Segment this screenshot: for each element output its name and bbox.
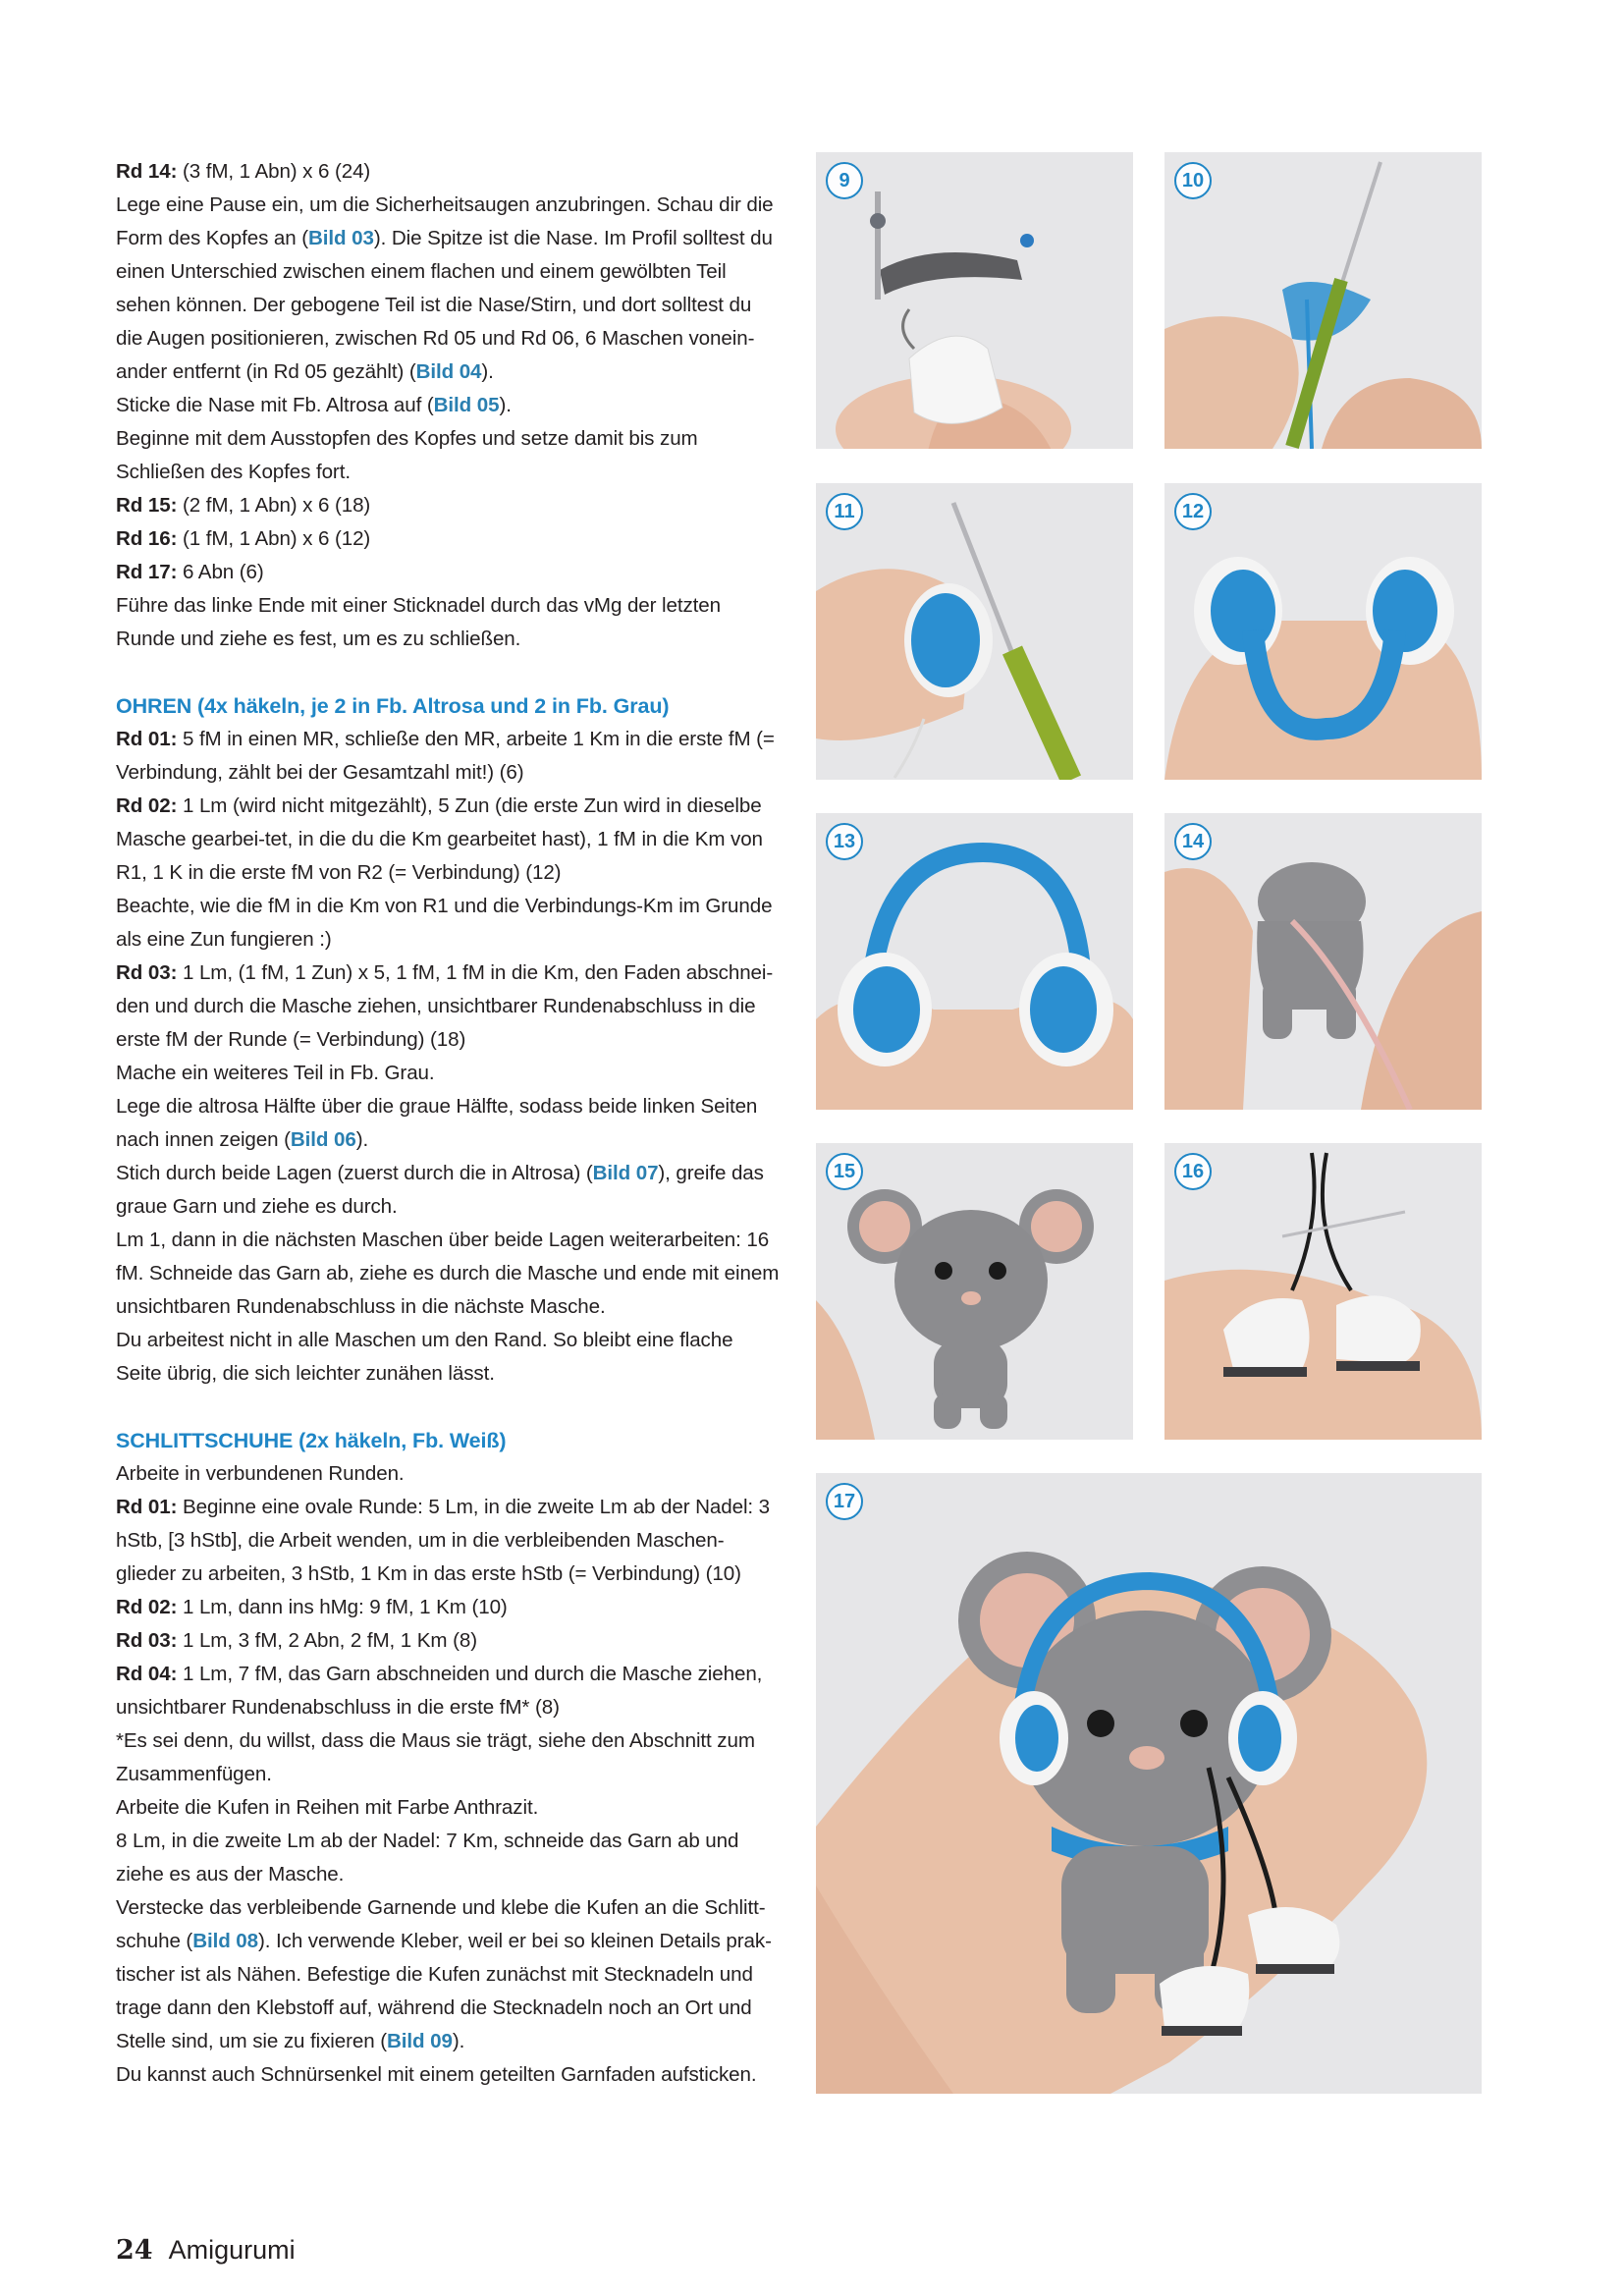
- paragraph: Rd 15: (2 fM, 1 Abn) x 6 (18): [116, 494, 371, 517]
- paragraph: Verstecke das verbleibende Garnende und klebe die Kufen an die Schlitt-schuhe (Bild 08). Ich verwende Kleber, weil er bei so kleinen Details prak-tischer ist als Nähen. Befestige die Kufen zunächst mit Stecknadeln und trage dann den Klebstoff auf, während die Stecknadeln noch an Ort und Stelle sind, um sie zu fixieren (Bild 09).: [116, 1896, 772, 2052]
- photo-9-illustration: [816, 152, 1133, 449]
- photo-number-badge: 10: [1174, 162, 1212, 199]
- photo-number-badge: 16: [1174, 1153, 1212, 1190]
- paragraph: Rd 17: 6 Abn (6): [116, 561, 264, 583]
- book-title: Amigurumi: [168, 2235, 296, 2265]
- paragraph: Beginne mit dem Ausstopfen des Kopfes und setze damit bis zum Schließen des Kopfes fort.: [116, 427, 698, 483]
- paragraph: Du arbeitest nicht in alle Maschen um den Rand. So bleibt eine flache Seite übrig, die sich leichter zunähen lässt.: [116, 1329, 733, 1385]
- photo-number-badge: 15: [826, 1153, 863, 1190]
- paragraph: Rd 16: (1 fM, 1 Abn) x 6 (12): [116, 527, 371, 550]
- photo-16: [1164, 1143, 1482, 1440]
- image-reference: Bild 08: [192, 1930, 259, 1952]
- paragraph: Rd 03: 1 Lm, (1 fM, 1 Zun) x 5, 1 fM, 1 fM in die Km, den Faden abschnei-den und durch die Masche ziehen, unsichtbarer Rundenabschluss in die erste fM der Runde (= Verbindung) (18): [116, 961, 774, 1051]
- photo-14: [1164, 813, 1482, 1110]
- image-reference: Bild 03: [308, 227, 374, 249]
- photo-17-illustration: [816, 1473, 1482, 2094]
- photo-12: [1164, 483, 1482, 780]
- paragraph: *Es sei denn, du willst, dass die Maus sie trägt, siehe den Abschnitt zum Zusammenfügen.: [116, 1729, 755, 1785]
- paragraph: Führe das linke Ende mit einer Sticknadel durch das vMg der letzten Runde und ziehe es fest, um es zu schließen.: [116, 594, 722, 650]
- photo-10-illustration: [1164, 152, 1482, 449]
- section-title-schlittschuhe: SCHLITTSCHUHE (2x häkeln, Fb. Weiß): [116, 1429, 507, 1452]
- photo-13-illustration: [816, 813, 1133, 1110]
- photo-number-badge: 17: [826, 1483, 863, 1520]
- paragraph: Lege eine Pause ein, um die Sicherheitsaugen anzubringen. Schau dir die Form des Kopfes an (Bild 03). Die Spitze ist die Nase. Im Profil solltest du einen Unterschied zwischen einem flachen und einem gewölbten Teil sehen können. Der gebogene Teil ist die Nase/Stirn, und dort solltest du die Augen positionieren, zwischen Rd 05 und Rd 06, 6 Maschen vonein-ander entfernt (in Rd 05 gezählt) (Bild 04).: [116, 193, 774, 383]
- paragraph: Rd 04: 1 Lm, 7 fM, das Garn abschneiden und durch die Masche ziehen, unsichtbarer Rundenabschluss in die erste fM* (8): [116, 1663, 763, 1719]
- photo-number-badge: 13: [826, 823, 863, 860]
- paragraph: Rd 02: 1 Lm (wird nicht mitgezählt), 5 Zun (die erste Zun wird in dieselbe Masche gearbei-tet, in die du die Km gearbeitet hast), 1 fM in die Km von R1, 1 K in die erste fM von R2 (= Verbindung) (12): [116, 794, 763, 884]
- photo-13: [816, 813, 1133, 1110]
- photo-9: [816, 152, 1133, 449]
- paragraph: Arbeite die Kufen in Reihen mit Farbe Anthrazit.: [116, 1796, 539, 1819]
- paragraph: Rd 01: Beginne eine ovale Runde: 5 Lm, in die zweite Lm ab der Nadel: 3 hStb, [3 hStb], die Arbeit wenden, um in die verbleibenden Maschen-glieder zu arbeiten, 3 hStb, 1 Km in das erste hStb (= Verbindung) (10): [116, 1496, 771, 1585]
- paragraph: Rd 03: 1 Lm, 3 fM, 2 Abn, 2 fM, 1 Km (8): [116, 1629, 477, 1652]
- paragraph: Rd 01: 5 fM in einen MR, schließe den MR, arbeite 1 Km in die erste fM (= Verbindung, zählt bei der Gesamtzahl mit!) (6): [116, 728, 775, 784]
- paragraph: Sticke die Nase mit Fb. Altrosa auf (Bild 05).: [116, 394, 512, 416]
- paragraph: 8 Lm, in die zweite Lm ab der Nadel: 7 Km, schneide das Garn ab und ziehe es aus der Masche.: [116, 1830, 739, 1886]
- paragraph: Arbeite in verbundenen Runden.: [116, 1462, 405, 1485]
- image-reference: Bild 04: [415, 360, 482, 383]
- photo-16-illustration: [1164, 1143, 1482, 1440]
- photo-10: [1164, 152, 1482, 449]
- photo-11-illustration: [816, 483, 1133, 780]
- page-number: 24: [116, 2235, 153, 2266]
- image-reference: Bild 09: [386, 2030, 453, 2052]
- photo-number-badge: 12: [1174, 493, 1212, 530]
- paragraph: Beachte, wie die fM in die Km von R1 und die Verbindungs-Km im Grunde als eine Zun fungieren :): [116, 895, 773, 951]
- paragraph: Mache ein weiteres Teil in Fb. Grau.: [116, 1062, 435, 1084]
- photo-17: [816, 1473, 1482, 2094]
- photo-number-badge: 14: [1174, 823, 1212, 860]
- paragraph: Lege die altrosa Hälfte über die graue Hälfte, sodass beide linken Seiten nach innen zeigen (Bild 06).: [116, 1095, 758, 1151]
- photo-number-badge: 11: [826, 493, 863, 530]
- paragraph: Du kannst auch Schnürsenkel mit einem geteilten Garnfaden aufsticken.: [116, 2063, 757, 2086]
- photo-12-illustration: [1164, 483, 1482, 780]
- paragraph: Stich durch beide Lagen (zuerst durch die in Altrosa) (Bild 07), greife das graue Garn und ziehe es durch.: [116, 1162, 764, 1218]
- image-reference: Bild 05: [433, 394, 500, 416]
- photo-15: [816, 1143, 1133, 1440]
- photo-11: [816, 483, 1133, 780]
- image-reference: Bild 06: [290, 1128, 356, 1151]
- paragraph: Lm 1, dann in die nächsten Maschen über beide Lagen weiterarbeiten: 16 fM. Schneide das Garn ab, ziehe es durch die Masche und ende mit einem unsichtbaren Rundenabschluss in die nächste Masche.: [116, 1229, 780, 1318]
- paragraph: Rd 02: 1 Lm, dann ins hMg: 9 fM, 1 Km (10): [116, 1596, 508, 1618]
- instructions-column: [116, 155, 784, 2092]
- paragraph: Rd 14: (3 fM, 1 Abn) x 6 (24): [116, 160, 371, 183]
- photo-14-illustration: [1164, 813, 1482, 1110]
- photo-number-badge: 9: [826, 162, 863, 199]
- section-title-ohren: OHREN (4x häkeln, je 2 in Fb. Altrosa und 2 in Fb. Grau): [116, 694, 670, 718]
- photo-15-illustration: [816, 1143, 1133, 1440]
- page-footer: [116, 2235, 296, 2266]
- image-reference: Bild 07: [592, 1162, 659, 1184]
